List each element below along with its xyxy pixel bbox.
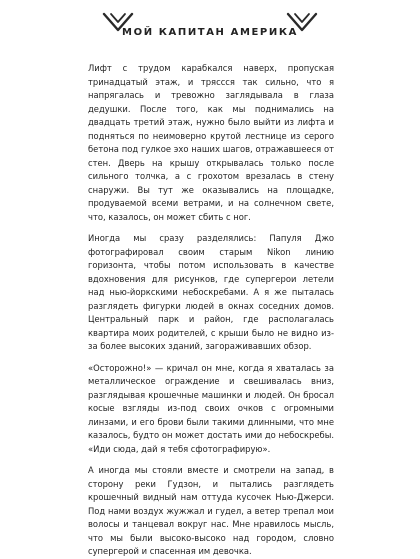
- page-header: [0, 10, 420, 38]
- running-title: МОЙ КАПИТАН АМЕРИКА: [122, 27, 298, 38]
- paragraph-3: «Осторожно!» — кричал он мне, когда я хваталась за металлическое ограждение и свешивалась вниз, разглядывая крошечные машинки и людей. Он бросал косые взгляды из-под своих очков с огромными линзами, и его брови были такими длинными, что мне казалось, будто он может достать ими до небоскребы. «Иди сюда, дай я тебя сфотографирую».: [88, 362, 334, 454]
- paragraph-4: А иногда мы стояли вместе и смотрели на запад, в сторону реки Гудзон, и пытались разглядеть крошечный видный нам оттуда кусочек Нью-Джерси. Под нами воздух жужжал и гудел, а ветер трепал мои волосы и танцевал вокруг нас. Мне нравилось мысль, что мы были высоко-высоко над городом, словно супергерой и спасенная им девочка.: [88, 465, 334, 556]
- ornament-right-icon: [282, 10, 322, 36]
- body-text: [88, 62, 334, 559]
- paragraph-2: Иногда мы сразу разделялись: Папуля Джо фотографировал своим старым Nikon линию горизонта, чтобы потом использовать в качестве вдохновения для рисунков, где супергерои летели над нью-йоркскими небоскребами. А я же пыталась разглядеть фигурки людей в окнах соседних домов. Центральный парк и район, где располагалась квартира моих родителей, с крыши было не видно из-за более высоких зданий, загораживавших обзор.: [88, 233, 334, 351]
- paragraph-1: Лифт с трудом карабкался наверх, пропуская тринадцатый этаж, и тряссся так сильно, что я напрягалась и тревожно заглядывала в глаза дедушки. После того, как мы поднимались на двадцать третий этаж, нужно было выйти из лифта и подняться по неимоверно крутой лестнице из серого бетона под гулкое эхо наших шагов, отражавшееся от стен. Дверь на крышу открывалась только после сильного толчка, а с грохотом врезалась в стену снаружи. Вы тут же оказывались на площадке, продуваемой всеми ветрами, и на солнечном свете, что, казалось, он может сбить с ног.: [88, 63, 334, 222]
